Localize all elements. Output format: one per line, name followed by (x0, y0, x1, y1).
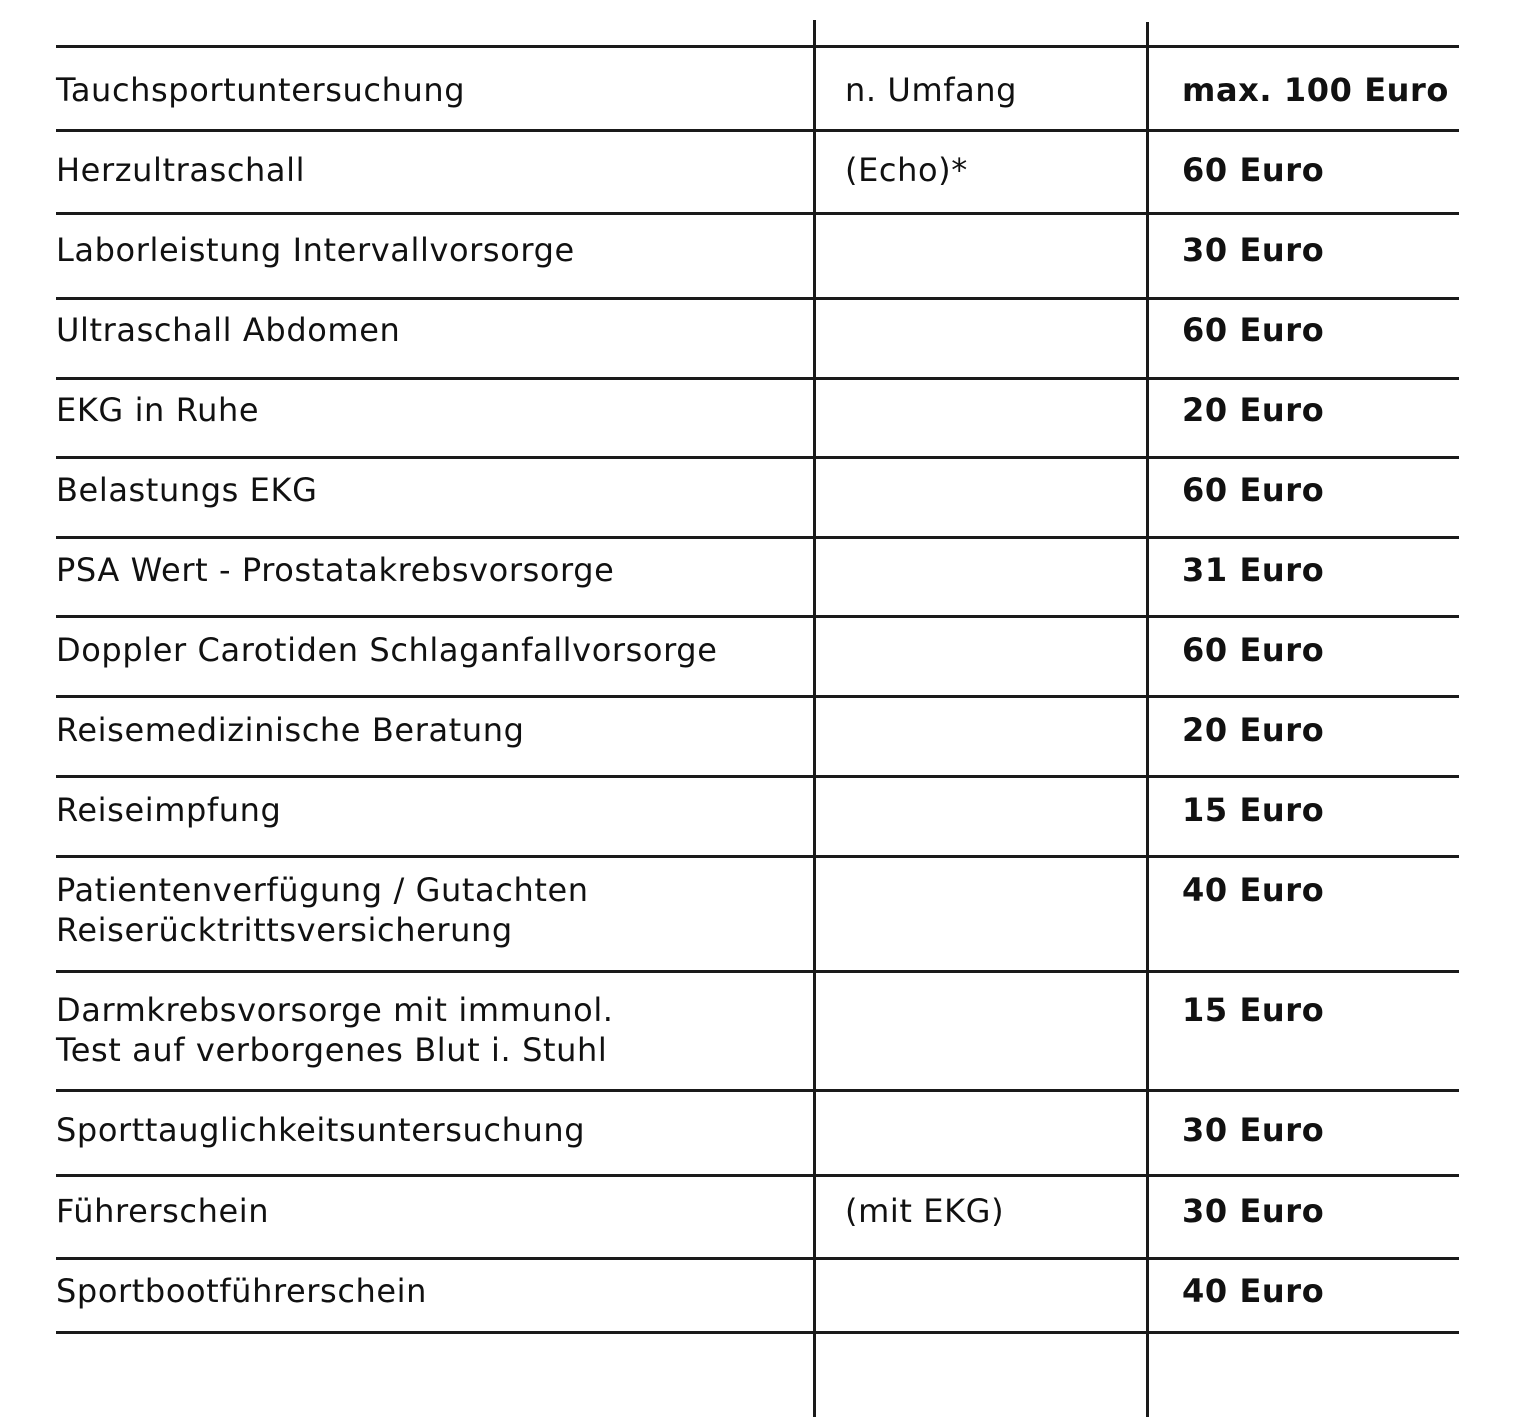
service-price: 20 Euro (1182, 711, 1325, 749)
service-price: max. 100 Euro (1182, 71, 1450, 109)
service-note: (Echo)* (845, 151, 968, 189)
service-price: 60 Euro (1182, 631, 1325, 669)
row-divider (56, 377, 1459, 380)
service-name: PSA Wert - Prostatakrebsvorsorge (56, 551, 615, 589)
row-divider (56, 129, 1459, 132)
service-price: 60 Euro (1182, 311, 1325, 349)
service-price: 40 Euro (1182, 871, 1325, 909)
service-price: 15 Euro (1182, 791, 1325, 829)
service-price: 40 Euro (1182, 1272, 1325, 1310)
row-divider (56, 297, 1459, 300)
service-name: Belastungs EKG (56, 471, 318, 509)
service-name: Laborleistung Intervallvorsorge (56, 231, 575, 269)
service-price: 31 Euro (1182, 551, 1325, 589)
service-name: Sportbootführerschein (56, 1272, 428, 1310)
service-price: 15 Euro (1182, 991, 1325, 1029)
row-divider (56, 695, 1459, 698)
row-divider (56, 855, 1459, 858)
column-divider-2 (1146, 22, 1149, 1417)
row-divider (56, 970, 1459, 973)
row-divider (56, 1174, 1459, 1177)
service-name: Herzultraschall (56, 151, 306, 189)
service-note: (mit EKG) (845, 1192, 1005, 1230)
service-name: Tauchsportuntersuchung (56, 71, 466, 109)
service-name: Reiseimpfung (56, 791, 282, 829)
row-divider (56, 1257, 1459, 1260)
service-name: Führerschein (56, 1192, 270, 1230)
column-divider-1 (813, 20, 816, 1417)
row-divider (56, 212, 1459, 215)
service-name: Patientenverfügung / Gutachten Reiserücktrittsversicherung (56, 871, 589, 949)
service-name: Doppler Carotiden Schlaganfallvorsorge (56, 631, 718, 669)
service-price: 20 Euro (1182, 391, 1325, 429)
service-price: 60 Euro (1182, 471, 1325, 509)
service-name: Darmkrebsvorsorge mit immunol. Test auf verborgenes Blut i. Stuhl (56, 991, 614, 1069)
service-price: 30 Euro (1182, 1111, 1325, 1149)
service-name: Sporttauglichkeitsuntersuchung (56, 1111, 586, 1149)
service-price: 60 Euro (1182, 151, 1325, 189)
service-name: Ultraschall Abdomen (56, 311, 401, 349)
row-divider (56, 615, 1459, 618)
service-name: Reisemedizinische Beratung (56, 711, 525, 749)
row-divider (56, 536, 1459, 539)
service-price: 30 Euro (1182, 1192, 1325, 1230)
row-divider (56, 456, 1459, 459)
row-divider (56, 45, 1459, 48)
row-divider (56, 1331, 1459, 1334)
row-divider (56, 1089, 1459, 1092)
service-price: 30 Euro (1182, 231, 1325, 269)
row-divider (56, 775, 1459, 778)
service-note: n. Umfang (845, 71, 1018, 109)
service-name: EKG in Ruhe (56, 391, 260, 429)
